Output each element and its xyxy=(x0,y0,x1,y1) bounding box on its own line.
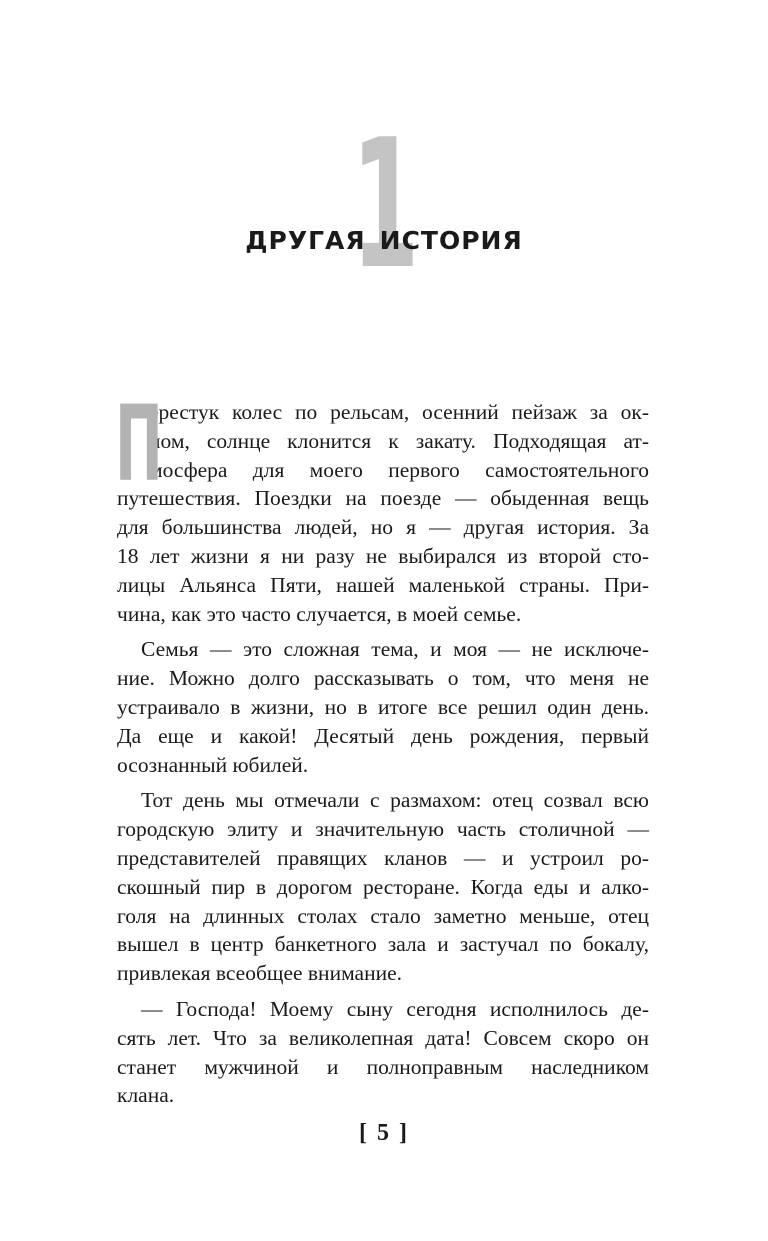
text-line: осознанный юбилей. xyxy=(117,752,309,777)
text-line: привлекая всеобщее внимание. xyxy=(117,961,403,986)
text-line: представителей правящих кланов — и устроил ро- xyxy=(117,845,649,870)
chapter-title-word-1: ДРУГАЯ xyxy=(245,226,366,255)
text-block xyxy=(115,383,649,1110)
drop-cap: П xyxy=(115,383,163,505)
text-line: городскую элиту и значительную часть столичной — xyxy=(117,817,649,842)
chapter-title xyxy=(0,226,768,255)
text-line: ерестук колес по рельсам, осенний пейзаж за ок- xyxy=(149,400,649,424)
text-line: сять лет. Что за великолепная дата! Совсем скоро он xyxy=(117,1025,649,1050)
text-line: голя на длинных столах стало заметно меньше, отец xyxy=(117,903,649,928)
text-line: скошный пир в дорогом ресторане. Когда еды и алко- xyxy=(117,874,649,899)
paragraph-3 xyxy=(117,786,649,988)
chapter-numeral: 1 xyxy=(351,101,420,308)
text-line: — Господа! Моему сыну сегодня исполнилось де- xyxy=(141,996,649,1021)
paragraph-4 xyxy=(117,995,649,1110)
text-line: ном, солнце клонится к закату. Подходящая ат- xyxy=(149,428,649,453)
text-line: Да еще и какой! Десятый день рождения, первый xyxy=(117,723,649,748)
text-line: путешествия. Поездки на поезде — обыденная вещь xyxy=(117,486,649,511)
text-line: чина, как это часто случается, в моей семье. xyxy=(117,601,522,626)
text-line: устраивало в жизни, но в итоге все решил один день. xyxy=(117,694,649,719)
text-line: вышел в центр банкетного зала и застучал по бокалу, xyxy=(117,932,649,957)
text-line: мосфера для моего первого самостоятельного xyxy=(149,457,649,482)
text-line: ние. Можно долго рассказывать о том, что меня не xyxy=(117,666,649,691)
text-line: лицы Альянса Пяти, нашей маленькой страны. При- xyxy=(117,572,649,597)
text-line: Тот день мы отмечали с размахом: отец созвал всю xyxy=(141,788,649,813)
text-line: клана. xyxy=(117,1083,175,1108)
page-number: [ 5 ] xyxy=(359,1120,409,1146)
text-line: для большинства людей, но я — другая история. За xyxy=(117,515,649,540)
text-line: станет мужчиной и полноправным наследником xyxy=(117,1054,649,1079)
chapter-title-word-2: ИСТОРИЯ xyxy=(379,226,523,255)
paragraph-1 xyxy=(115,383,649,628)
text-line: Семья — это сложная тема, и моя — не исключе- xyxy=(141,637,649,662)
paragraph-2 xyxy=(117,635,649,779)
text-line: 18 лет жизни я ни разу не выбирался из второй сто- xyxy=(117,543,649,568)
